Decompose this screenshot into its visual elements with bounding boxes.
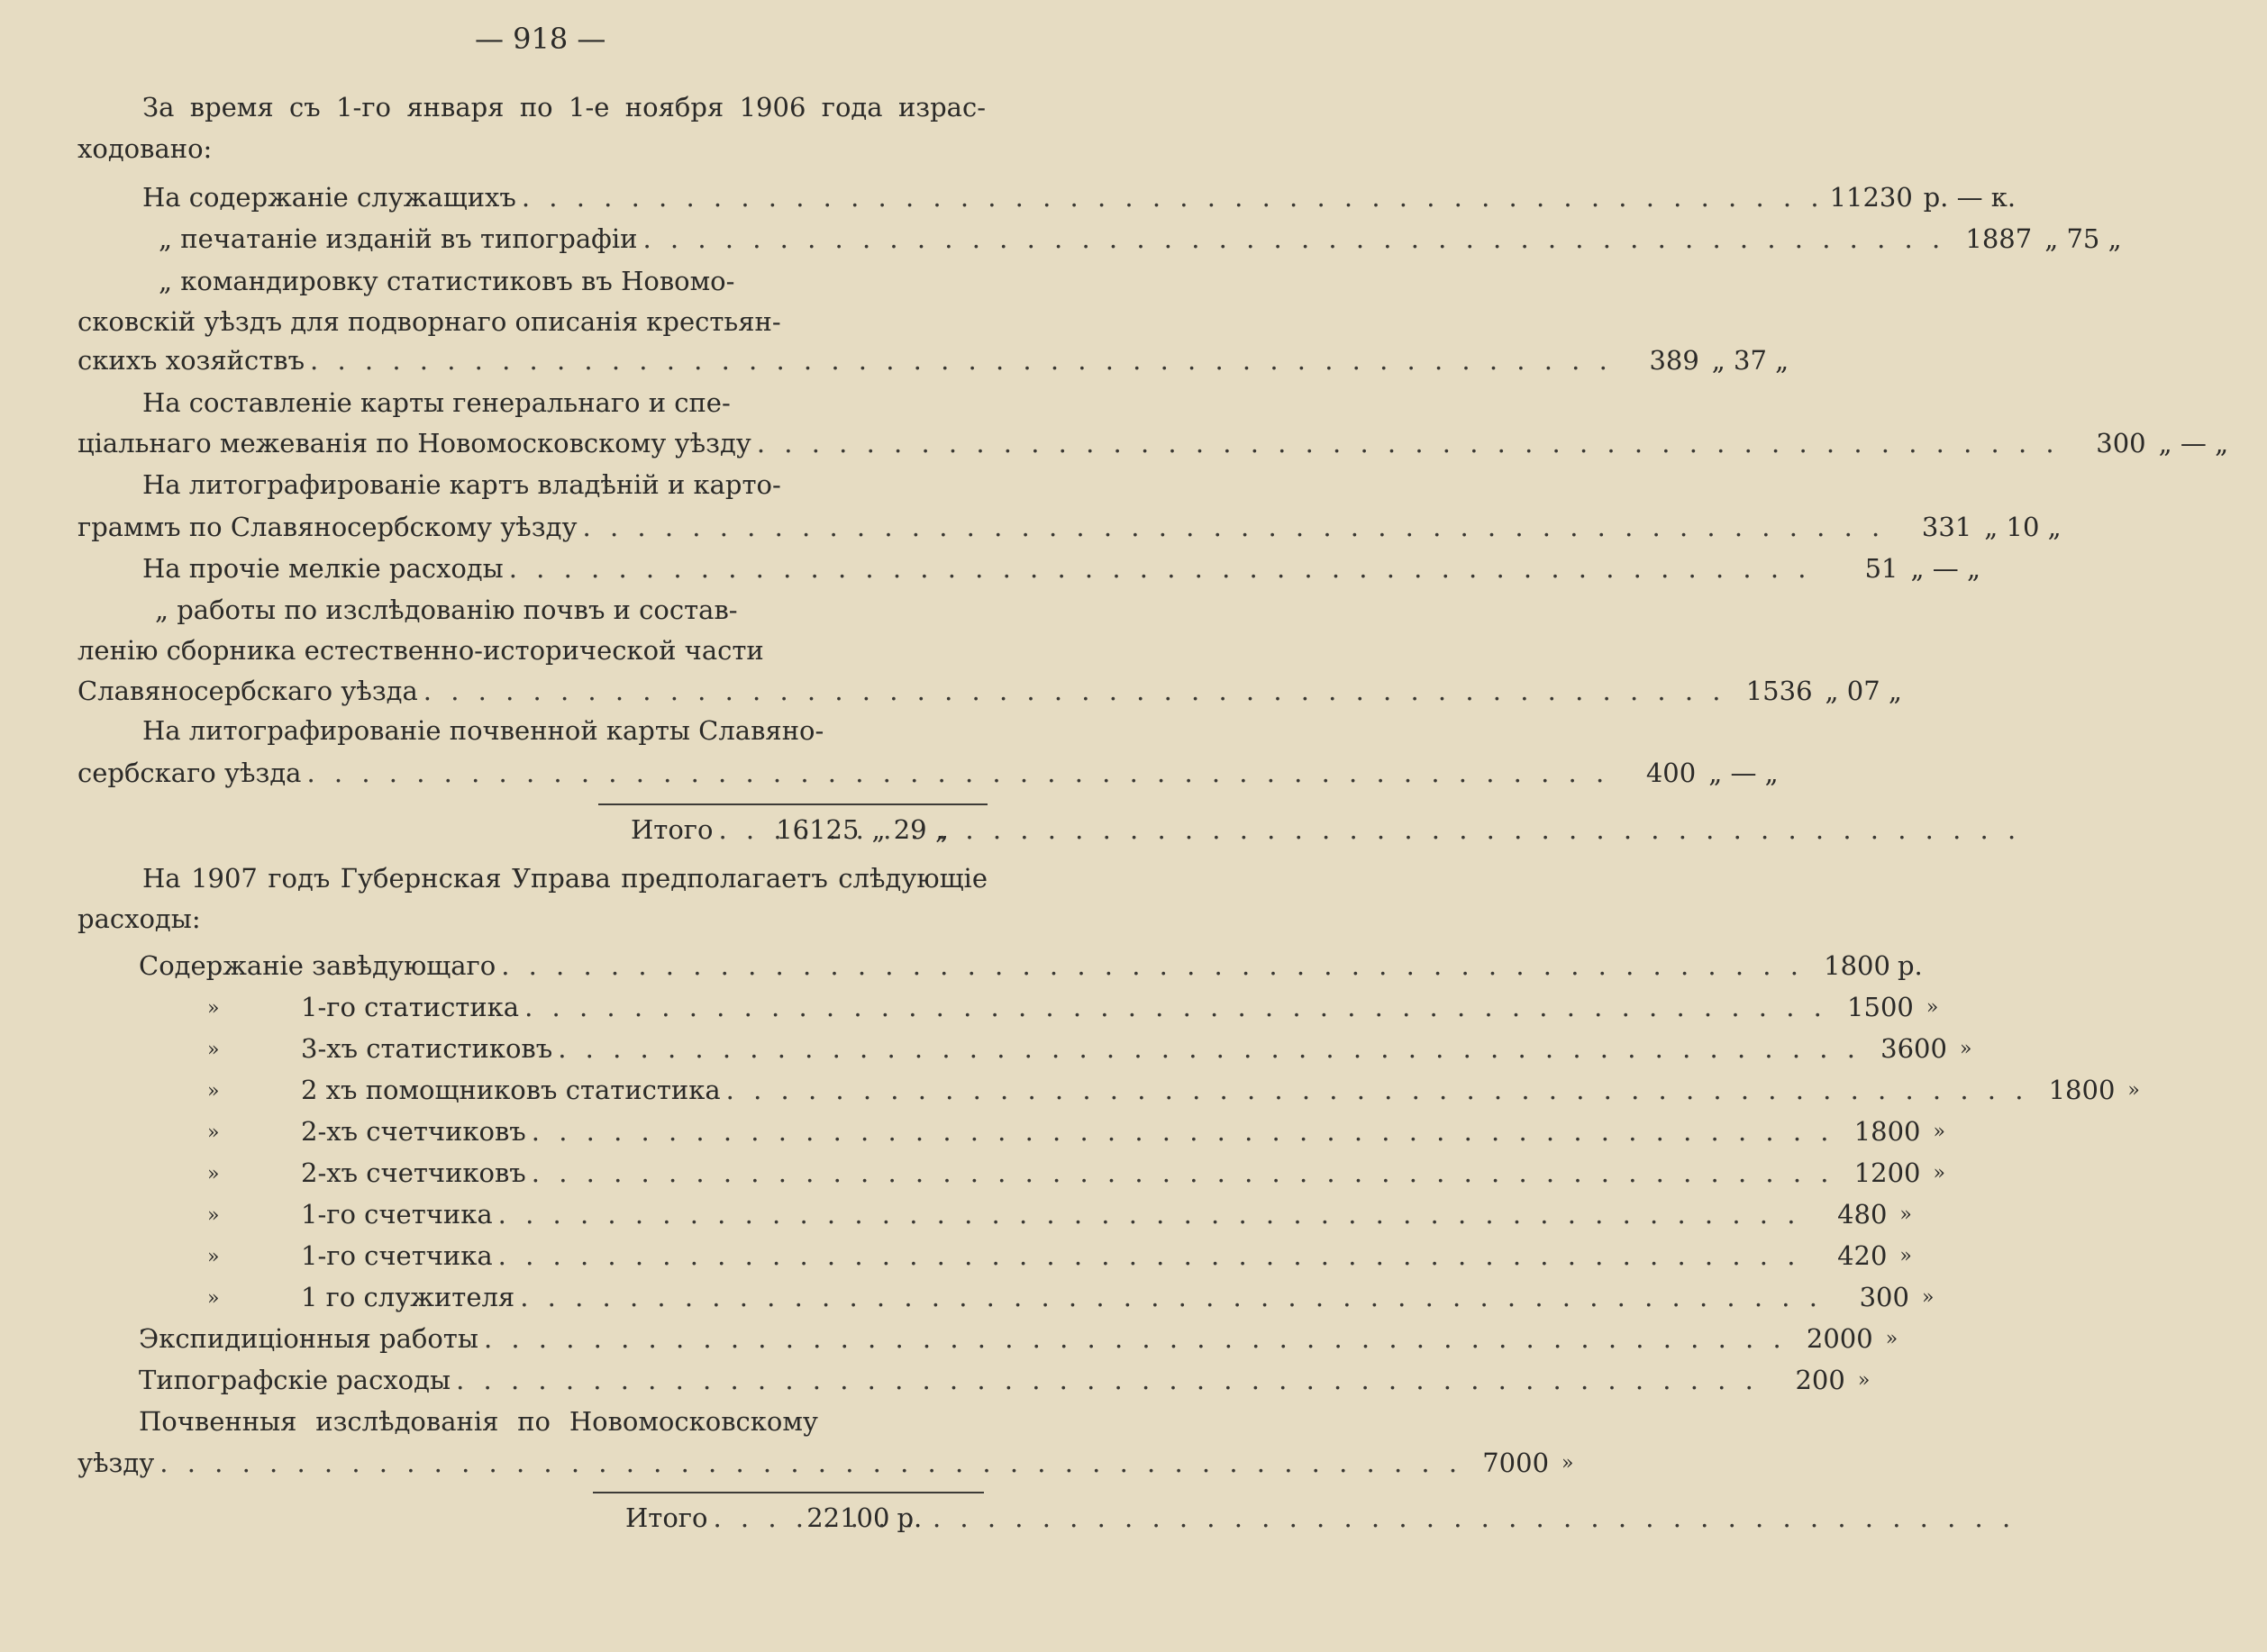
plan-label: 1-го счетчика	[301, 1199, 493, 1230]
leader-dots	[519, 992, 1833, 1022]
plan-label-line: Почвенныя изслѣдованія по Новомосковскому	[139, 1406, 818, 1437]
page-number: — 918 —	[475, 22, 606, 56]
spent-label-line: „ работы по изслѣдованію почвъ и состав-	[155, 595, 738, 625]
plan-amount: 300	[1859, 1282, 1909, 1312]
leader-dots	[493, 1199, 1807, 1230]
spent-currency: „ — „	[1910, 553, 1980, 584]
spent-label: ціальнаго межеванія по Новомосковскому уѣзду	[77, 428, 751, 458]
spent-amount: 11230	[1829, 182, 1913, 213]
leader-dots	[493, 1240, 1807, 1271]
spent-row	[77, 673, 1902, 709]
leader-dots	[504, 553, 1817, 584]
plan-currency: »	[1959, 1037, 1972, 1060]
spent-label: Славяносербскаго уѣзда	[77, 676, 418, 706]
plan-amount: 480	[1837, 1199, 1888, 1230]
plan-row	[301, 1196, 1912, 1232]
total-row-1907	[625, 1500, 988, 1536]
leader-dots	[713, 814, 760, 845]
spent-amount: 300	[2096, 428, 2146, 458]
plan-row	[301, 1113, 1945, 1149]
plan-currency: р.	[1897, 950, 1923, 981]
leader-dots	[496, 950, 1809, 981]
total-rule	[598, 803, 988, 805]
plan-label: Типографскіе расходы	[139, 1365, 451, 1395]
leader-dots	[301, 758, 1615, 788]
spent-amount: 1887	[1965, 223, 2033, 254]
spent-label: „ печатаніе изданій въ типографіи	[159, 223, 638, 254]
plan-currency: »	[1933, 1120, 1945, 1143]
plan-label: 1 го служителя	[301, 1282, 515, 1312]
plan-row	[139, 1362, 1871, 1398]
plan-amount: 7000	[1482, 1448, 1550, 1478]
plan-label: 1-го счетчика	[301, 1240, 493, 1271]
spent-amount: 389	[1649, 345, 1699, 376]
plan-amount: 1500	[1847, 992, 1914, 1022]
spent-currency: „ 07 „	[1825, 676, 1902, 706]
plan-amount: 1800	[2048, 1075, 2116, 1105]
spent-label: На содержаніе служащихъ	[142, 182, 516, 213]
plan-label: 3-хъ статистиковъ	[301, 1033, 553, 1064]
leader-dots	[552, 1033, 1866, 1064]
plan-label: Экспидиціонныя работы	[139, 1323, 478, 1354]
plan-label: 2-хъ счетчиковъ	[301, 1157, 526, 1188]
total-currency: р.	[897, 1502, 923, 1533]
plan-currency: »	[1899, 1203, 1912, 1226]
spent-label-line: „ командировку статистиковъ въ Новомо-	[159, 266, 735, 296]
leader-dots	[478, 1323, 1792, 1354]
spent-row	[77, 425, 2229, 461]
plan-currency: »	[1561, 1451, 1574, 1475]
leader-dots	[751, 428, 2065, 458]
spent-label-line: На составленіе карты генеральнаго и спе-	[142, 387, 731, 418]
total-label: Итого	[631, 814, 714, 845]
spent-row	[77, 509, 2062, 545]
intro-line-1: За время съ 1-го января по 1-е ноября 1906 года израс-	[142, 92, 986, 123]
leader-dots	[526, 1157, 1840, 1188]
plan-amount: 1800	[1853, 1116, 1921, 1147]
total-row-1906	[631, 812, 988, 848]
spent-currency: р. — к.	[1923, 182, 2017, 213]
spent-amount: 331	[1921, 512, 1972, 542]
spent-label-line: сковскій уѣздъ для подворнаго описанія крестьян-	[77, 306, 781, 337]
spent-label-line: ленію сборника естественно-исторической части	[77, 635, 764, 666]
ditto-mark: »	[207, 1039, 220, 1061]
spent-currency: „ — „	[2158, 428, 2229, 458]
plan-label: 1-го статистика	[301, 992, 520, 1022]
spent-amount: 1536	[1745, 676, 1813, 706]
spent-amount: 400	[1645, 758, 1697, 788]
plan-intro-line-2: расходы:	[77, 903, 201, 934]
ditto-mark: »	[207, 997, 220, 1020]
plan-amount: 420	[1837, 1240, 1888, 1271]
ditto-mark: »	[207, 1121, 220, 1144]
plan-row	[301, 1238, 1912, 1274]
total-currency: „ 29 „	[871, 814, 949, 845]
spent-label: сербскаго уѣзда	[77, 758, 302, 788]
leader-dots	[154, 1448, 1468, 1478]
plan-currency: »	[1933, 1161, 1945, 1185]
plan-label: 2-хъ счетчиковъ	[301, 1116, 526, 1147]
leader-dots	[721, 1075, 2035, 1105]
plan-label: уѣзду	[77, 1448, 155, 1478]
leader-dots	[578, 512, 1891, 542]
spent-label: граммъ по Славяносербскому уѣзду	[77, 512, 578, 542]
ditto-mark: »	[207, 1204, 220, 1227]
plan-row	[139, 1321, 1898, 1357]
spent-row	[142, 550, 1980, 586]
plan-label: 2 хъ помощниковъ статистика	[301, 1075, 721, 1105]
leader-dots	[305, 345, 1618, 376]
spent-currency: „ — „	[1708, 758, 1779, 788]
plan-row	[301, 1155, 1945, 1191]
plan-amount: 2000	[1806, 1323, 1873, 1354]
spent-currency: „ 10 „	[1984, 512, 2062, 542]
plan-amount: 1200	[1853, 1157, 1921, 1188]
plan-currency: »	[2127, 1078, 2140, 1102]
plan-label: Содержаніе завѣдующаго	[139, 950, 496, 981]
spent-currency: „ 37 „	[1711, 345, 1789, 376]
total-amount: 16125	[776, 814, 860, 845]
plan-amount: 3600	[1880, 1033, 1947, 1064]
spent-label-line: На литографированіе картъ владѣній и карто-	[142, 469, 781, 500]
leader-dots	[514, 1282, 1828, 1312]
total-rule	[593, 1492, 984, 1493]
plan-currency: »	[1885, 1327, 1898, 1350]
spent-row	[77, 342, 1789, 378]
plan-currency: »	[1899, 1244, 1912, 1267]
leader-dots	[516, 182, 1830, 213]
plan-row	[139, 948, 1923, 984]
total-amount: 22100	[806, 1502, 890, 1533]
spent-label: На прочіе мелкіе расходы	[142, 553, 504, 584]
plan-currency: »	[1857, 1368, 1871, 1392]
spent-label: скихъ хозяйствъ	[77, 345, 305, 376]
leader-dots	[451, 1365, 1764, 1395]
leader-dots	[526, 1116, 1840, 1147]
plan-currency: »	[1921, 1285, 1935, 1309]
ditto-mark: »	[207, 1080, 220, 1103]
plan-row	[301, 1072, 2140, 1108]
spent-row	[77, 755, 1779, 791]
spent-row	[159, 221, 2122, 257]
leader-dots	[418, 676, 1732, 706]
ditto-mark: »	[207, 1287, 220, 1310]
spent-currency: „ 75 „	[2044, 223, 2122, 254]
ditto-mark: »	[207, 1163, 220, 1185]
leader-dots	[637, 223, 1951, 254]
plan-amount: 1800	[1824, 950, 1890, 981]
plan-row	[77, 1445, 1574, 1481]
plan-amount: 200	[1795, 1365, 1845, 1395]
spent-row	[142, 179, 2017, 215]
ditto-mark: »	[207, 1246, 220, 1268]
plan-currency: »	[1926, 995, 1939, 1019]
leader-dots	[707, 1502, 790, 1533]
intro-line-2: ходовано:	[77, 133, 213, 164]
plan-row	[301, 1279, 1935, 1315]
spent-amount: 51	[1864, 553, 1898, 584]
plan-intro-line-1: На 1907 годъ Губернская Управа предполагаетъ слѣдующіе	[142, 863, 988, 894]
plan-row	[301, 989, 1939, 1025]
plan-row	[301, 1030, 1972, 1067]
spent-label-line: На литографированіе почвенной карты Славяно-	[142, 715, 824, 746]
total-label: Итого	[625, 1502, 708, 1533]
